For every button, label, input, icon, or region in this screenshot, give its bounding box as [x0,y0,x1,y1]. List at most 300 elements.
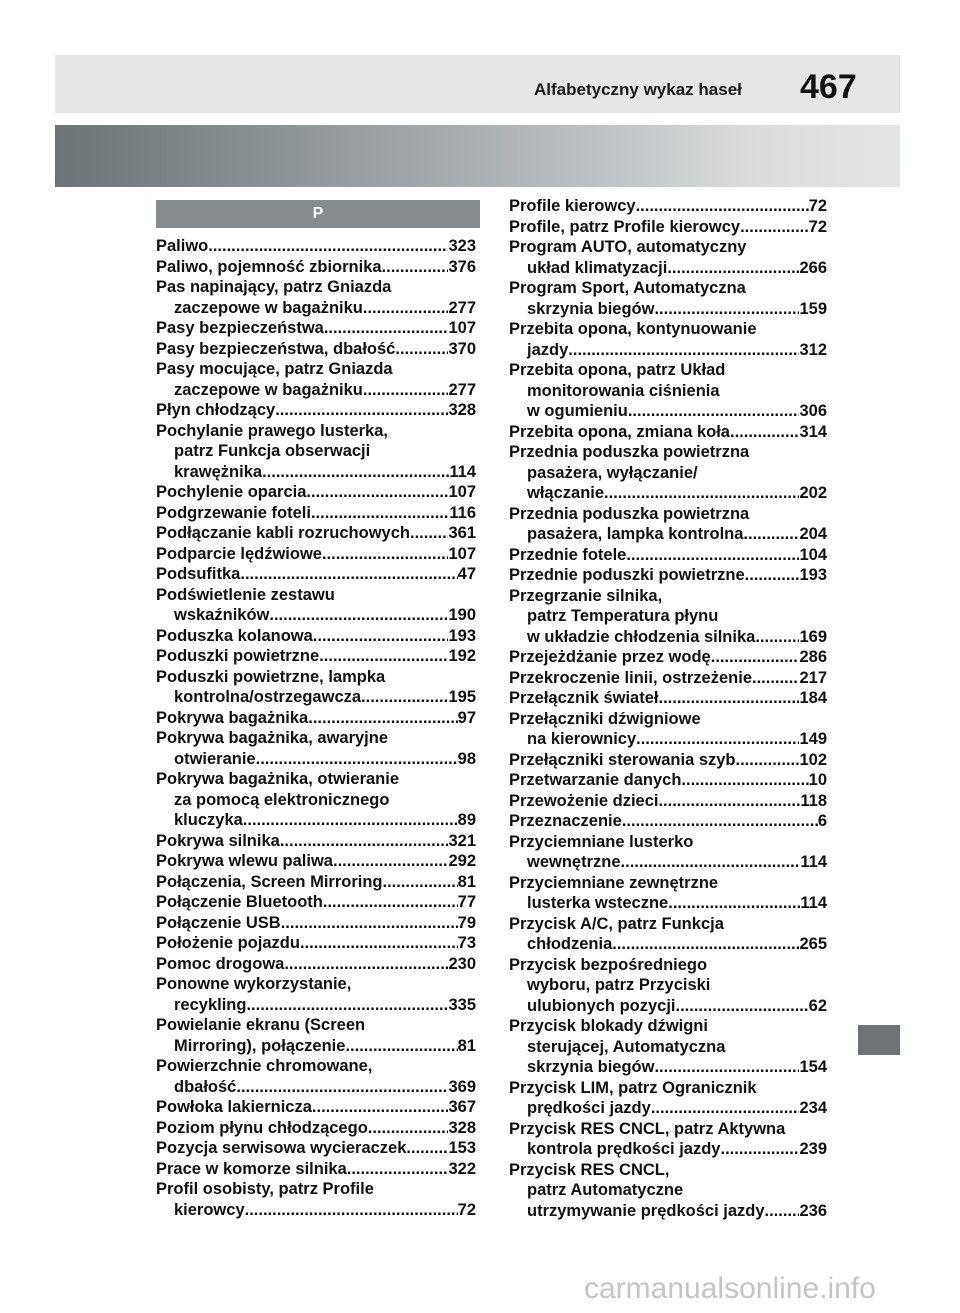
index-entry-line [509,811,827,832]
index-entry-text: Poduszka kolanowa [156,626,313,645]
index-entry-page: 149 [799,730,827,748]
index-entry-line [509,442,827,463]
index-entry-page: 47 [457,565,476,583]
index-entry-line [509,709,827,730]
index-entry-text: pasażera, lampka kontrolna [527,525,744,543]
index-entry-text: Paliwo [156,237,209,255]
dot-leader [208,236,448,257]
index-entry-line [156,995,476,1016]
index-entry [156,728,476,769]
index-entry-line [509,422,827,443]
index-entry [156,1056,476,1097]
index-entry-line [156,810,476,831]
index-entry [156,1015,476,1056]
index-entry-line [156,851,476,872]
index-entry [156,1159,476,1180]
index-entry-text: Pas napinający, patrz Gniazda [156,278,392,296]
index-entry [509,586,827,648]
index-entry-line [509,401,827,422]
index-entry-line [156,298,476,319]
index-entry-text: monitorowania ciśnienia [527,381,720,400]
index-entry-line [509,524,827,545]
index-entry-line [509,504,827,525]
index-entry-page: 217 [799,668,827,687]
index-entry-text: za pomocą elektronicznego [174,790,390,809]
index-entry-line [156,441,476,462]
index-entry [156,339,476,360]
index-entry-text: Przetwarzanie danych [509,771,682,789]
index-entry-line [509,873,827,894]
index-entry-line [509,1139,827,1160]
index-entry-line [509,319,827,340]
dot-leader [636,196,809,217]
index-entry-page: 107 [448,483,476,501]
index-entry-line [156,339,476,360]
index-entry [156,626,476,647]
dot-leader [281,913,458,934]
index-entry-page: 193 [799,566,827,584]
index-entry-page: 154 [799,1058,827,1076]
index-entry-text: Podgrzewanie foteli [156,503,311,522]
index-entry-line [156,236,476,257]
dot-leader [262,462,449,483]
index-entry [509,278,827,319]
index-entry [156,1138,476,1159]
index-entry-line [509,791,827,812]
index-entry [509,217,827,238]
index-entry-text: Przycisk bezpośredniego [509,955,708,974]
index-entry-line [156,913,476,934]
index-entry-line [509,483,827,504]
index-entry-text: Pasy mocujące, patrz Gniazda [156,360,393,378]
index-entry-text: ulubionych pozycji [527,996,676,1015]
index-entry-page: 204 [799,525,827,543]
index-entry-text: zaczepowe w bagażniku [174,298,363,317]
index-column-right [509,196,827,1221]
index-entry-text: kluczyka [174,811,243,829]
index-entry [509,832,827,873]
index-entry-line [156,605,476,626]
index-entry-page: 116 [449,503,476,522]
index-entry [509,791,827,812]
index-entry-text: Położenie pojazdu [156,934,300,952]
index-entry-text: Przebita opona, zmiana koła [509,422,730,441]
dot-leader [312,1097,449,1118]
index-entry-line [509,381,827,402]
index-entry-line [509,852,827,873]
index-entry-page: 81 [457,1036,476,1055]
index-entry-line [156,359,476,380]
index-entry-page: 193 [448,626,476,645]
dot-leader [361,687,448,708]
index-entry-page: 230 [448,954,476,973]
index-entry-text: w układzie chłodzenia silnika [527,627,756,646]
index-entry [156,523,476,544]
index-entry-line [509,237,827,258]
index-entry-line [156,790,476,811]
index-entry-text: Połączenie USB [156,913,281,932]
dot-leader [568,340,799,361]
index-entry-text: Przednie fotele [509,545,627,564]
index-entry-text: patrz Temperatura płynu [527,607,719,625]
index-entry-line [156,1118,476,1139]
index-entry-page: 367 [448,1098,476,1116]
index-entry-text: Mirroring), połączenie [174,1036,346,1055]
index-entry [156,503,476,524]
index-entry-page: 314 [799,422,827,441]
dot-leader [765,1201,800,1222]
index-entry-page: 277 [448,298,476,317]
index-entry-line [509,606,827,627]
header-band [55,55,900,113]
page-header-title: Alfabetyczny wykaz haseł [534,80,742,99]
index-entry-text: Przełącznik świateł [509,689,659,707]
dot-leader [654,299,799,320]
index-entry-text: włączanie [527,484,605,502]
index-entry-text: Przyciemniane lusterko [509,832,694,851]
index-entry-line [509,832,827,853]
index-entry-text: zaczepowe w bagażniku [174,380,363,399]
index-entry-text: Przeznaczenie [509,812,622,830]
index-entry-line [509,1057,827,1078]
index-entry-page: 322 [448,1159,476,1178]
index-entry-text: patrz Automatyczne [527,1181,684,1199]
index-entry-line [509,770,827,791]
index-entry-page: 104 [799,545,827,564]
index-entry-text: Podsufitka [156,565,241,583]
index-entry [509,873,827,914]
index-entry [156,421,476,483]
index-entry-page: 107 [448,319,476,337]
index-entry-line [156,974,476,995]
dot-leader [681,770,808,791]
index-entry-page: 77 [457,893,476,911]
index-entry-page: 107 [448,544,476,563]
index-entry-text: Przycisk A/C, patrz Funkcja [509,914,724,933]
index-entry [509,319,827,360]
dot-leader [345,1036,457,1057]
index-entry [509,770,827,791]
index-entry-text: recykling [174,995,247,1014]
index-entry-text: Podparcie lędźwiowe [156,544,322,563]
index-entry-text: Pokrywa bagażnika, awaryjne [156,729,389,747]
index-entry-text: Pokrywa wlewu paliwa [156,852,333,870]
dot-leader [668,893,800,914]
index-entry [509,545,827,566]
dot-leader [654,1057,799,1078]
index-entry [156,277,476,318]
index-entry-line [156,933,476,954]
index-entry-text: Przekroczenie linii, ostrzeżenie [509,668,753,687]
index-entry-line [156,708,476,729]
index-entry [509,1016,827,1078]
index-entry-text: Pozycja serwisowa wycieraczek [156,1139,407,1157]
index-entry-page: 195 [448,688,476,706]
index-entry [509,750,827,771]
index-entry-text: Podłączanie kabli rozruchowych [156,524,410,542]
index-entry [509,647,827,668]
dot-leader [319,646,448,667]
page-number: 467 [800,68,857,106]
index-entry-line [509,299,827,320]
dot-leader [382,257,449,278]
index-entry-line [156,1200,476,1221]
index-entry-line [156,380,476,401]
index-entry-text: Poziom płynu chłodzącego [156,1118,368,1137]
index-entry-page: 102 [799,750,827,769]
index-entry-line [156,687,476,708]
index-entry-page: 202 [799,484,827,502]
index-entry-text: Powielanie ekranu (Screen [156,1016,366,1034]
dot-leader [604,483,799,504]
index-entry-line [156,462,476,483]
index-entry-line [156,421,476,442]
index-entry-text: Połączenie Bluetooth [156,893,323,911]
index-entry-page: 369 [448,1077,476,1096]
index-entry-text: jazdy [527,340,569,359]
index-entry-page: 114 [800,853,827,871]
index-entry [156,667,476,708]
index-entry-line [156,1036,476,1057]
index-entry-text: skrzynia biegów [527,299,655,318]
index-entry-text: Przełączniki dźwigniowe [509,709,701,728]
index-entry-text: chłodzenia [527,935,613,953]
dot-leader [740,217,809,238]
dot-leader [651,1098,800,1119]
index-entry-line [509,934,827,955]
index-entry-text: Przegrzanie silnika, [509,586,663,605]
index-entry-page: 10 [808,771,827,789]
index-entry-text: Pokrywa bagażnika [156,708,309,727]
index-entry-page: 98 [457,749,476,768]
index-entry [156,318,476,339]
index-entry-text: Profile kierowcy [509,197,636,215]
index-entry-line [509,955,827,976]
index-entry-line [509,1119,827,1140]
index-entry-text: Przednia poduszka powietrzna [509,443,750,461]
index-entry-line [156,872,476,893]
dot-leader [300,933,458,954]
index-entry-line [509,278,827,299]
index-entry-line [509,586,827,607]
dot-leader [280,831,449,852]
index-entry-text: Pochylenie oparcia [156,483,307,501]
index-entry-text: Pasy bezpieczeństwa, dbałość [156,339,396,358]
dot-leader [659,688,800,709]
index-entry-text: Profil osobisty, patrz Profile [156,1180,374,1198]
index-entry-text: dbałość [174,1077,237,1096]
dot-leader [628,401,800,422]
index-entry-line [156,749,476,770]
dot-leader [636,729,799,750]
index-entry-text: Powierzchnie chromowane, [156,1057,373,1075]
index-entry-page: 239 [799,1140,827,1158]
index-entry [156,872,476,893]
index-entry-text: Pokrywa bagażnika, otwieranie [156,770,400,788]
index-entry-text: Pasy bezpieczeństwa [156,319,324,337]
decorative-gradient-bar [55,125,900,187]
dot-leader [410,523,448,544]
dot-leader [676,996,809,1017]
index-entry [156,831,476,852]
index-entry [156,400,476,421]
index-entry-text: wewnętrzne [527,853,621,871]
index-entry-line [509,893,827,914]
index-entry [156,1097,476,1118]
index-entry-line [156,1077,476,1098]
index-entry-page: 312 [799,340,827,359]
index-entry-line [156,1179,476,1200]
section-letter-heading: P [156,200,480,228]
index-entry-page: 292 [448,852,476,870]
index-entry-page: 306 [799,402,827,420]
dot-leader [752,668,799,689]
index-entry-page: 266 [799,258,827,277]
index-entry-text: Przyciemniane zewnętrzne [509,873,719,892]
index-entry-text: sterującej, Automatyczna [527,1037,726,1056]
index-entry-page: 335 [448,995,476,1014]
dot-leader [658,791,800,812]
index-entry-line [509,1180,827,1201]
index-entry-page: 72 [808,197,827,215]
index-entry [156,954,476,975]
index-entry-text: kierowcy [174,1200,245,1219]
index-entry-text: prędkości jazdy [527,1099,651,1117]
index-entry-text: Przebita opona, kontynuowanie [509,320,757,338]
index-entry-line [509,258,827,279]
watermark: carmanualsonline.info [584,1272,876,1305]
index-entry-line [509,545,827,566]
index-entry-page: 328 [448,1118,476,1137]
dot-leader [323,892,458,913]
index-entry [509,914,827,955]
dot-leader [745,565,800,586]
index-entry [509,1160,827,1222]
dot-leader [284,954,448,975]
dot-leader [622,811,818,832]
index-entry-page: 184 [799,689,827,707]
index-entry-line [156,400,476,421]
index-entry-page: 236 [799,1201,827,1220]
index-entry-page: 118 [800,791,827,810]
index-entry-line [156,892,476,913]
index-entry-text: kontrolna/ostrzegawcza [174,688,362,706]
index-entry-line [509,1160,827,1181]
index-entry [509,504,827,545]
dot-leader [256,749,458,770]
dot-leader [368,1118,449,1139]
index-entry-text: na kierownicy [527,730,637,748]
index-entry-text: Przejeżdżanie przez wodę [509,648,711,666]
index-entry [509,955,827,1017]
index-entry-page: 286 [799,648,827,666]
dot-leader [269,605,448,626]
index-entry-text: Przewożenie dzieci [509,791,659,810]
index-entry-text: wyboru, patrz Przyciski [527,976,711,994]
index-entry-text: Przycisk LIM, patrz Ogranicznik [509,1078,757,1097]
index-entry [156,1179,476,1220]
index-entry-line [156,728,476,749]
index-entry-page: 81 [457,872,476,891]
index-entry-page: 234 [799,1099,827,1117]
index-entry-line [156,769,476,790]
index-entry-line [509,647,827,668]
index-entry [509,688,827,709]
index-entry-page: 190 [448,606,476,624]
index-entry [509,196,827,217]
index-entry-text: Przednia poduszka powietrzna [509,504,750,523]
index-entry-line [156,1097,476,1118]
dot-leader [308,708,457,729]
index-entry [509,442,827,504]
index-entry-text: Podświetlenie zestawu [156,585,335,604]
index-entry-page: 79 [457,913,476,932]
index-entry [156,564,476,585]
index-entry-page: 192 [448,647,476,665]
index-entry-line [509,196,827,217]
index-entry-page: 72 [808,217,827,236]
index-entry-text: Płyn chłodzący [156,401,276,419]
index-entry-line [156,482,476,503]
dot-leader [243,810,458,831]
dot-leader [406,1138,448,1159]
index-entry [509,1078,827,1119]
dot-leader [240,564,457,585]
index-entry-line [156,523,476,544]
dot-leader [626,545,799,566]
dot-leader [720,1139,799,1160]
index-entry-line [156,667,476,688]
index-entry-page: 153 [448,1139,476,1157]
index-entry-page: 6 [817,812,827,830]
dot-leader [236,1077,448,1098]
index-entry-page: 277 [448,380,476,399]
dot-leader [730,422,799,443]
index-entry [156,257,476,278]
index-entry-text: otwieranie [174,749,256,768]
dot-leader [383,872,458,893]
index-entry [509,565,827,586]
dot-leader [667,258,799,279]
index-entry-page: 89 [457,811,476,829]
dot-leader [621,852,801,873]
index-entry-line [509,1098,827,1119]
index-entry-text: Ponowne wykorzystanie, [156,975,352,993]
dot-leader [711,647,800,668]
index-entry [156,482,476,503]
index-entry-text: krawężnika [174,462,263,481]
index-entry-line [156,318,476,339]
dot-leader [245,1200,458,1221]
index-entry-text: pasażera, wyłączanie/ [527,463,698,482]
index-entry-page: 114 [800,894,827,912]
index-entry-page: 62 [808,996,827,1015]
index-entry-text: Przycisk RES CNCL, patrz Aktywna [509,1119,786,1138]
index-entry [509,1119,827,1160]
index-entry-page: 97 [457,708,476,727]
index-entry-line [156,503,476,524]
dot-leader [322,544,449,565]
index-entry-line [156,646,476,667]
index-entry-page: 370 [448,339,476,358]
index-entry-line [156,626,476,647]
index-entry-text: kontrola prędkości jazdy [527,1140,721,1158]
index-entry-line [509,914,827,935]
index-entry [156,851,476,872]
index-entry-line [509,975,827,996]
index-entry [156,769,476,831]
index-entry [509,811,827,832]
